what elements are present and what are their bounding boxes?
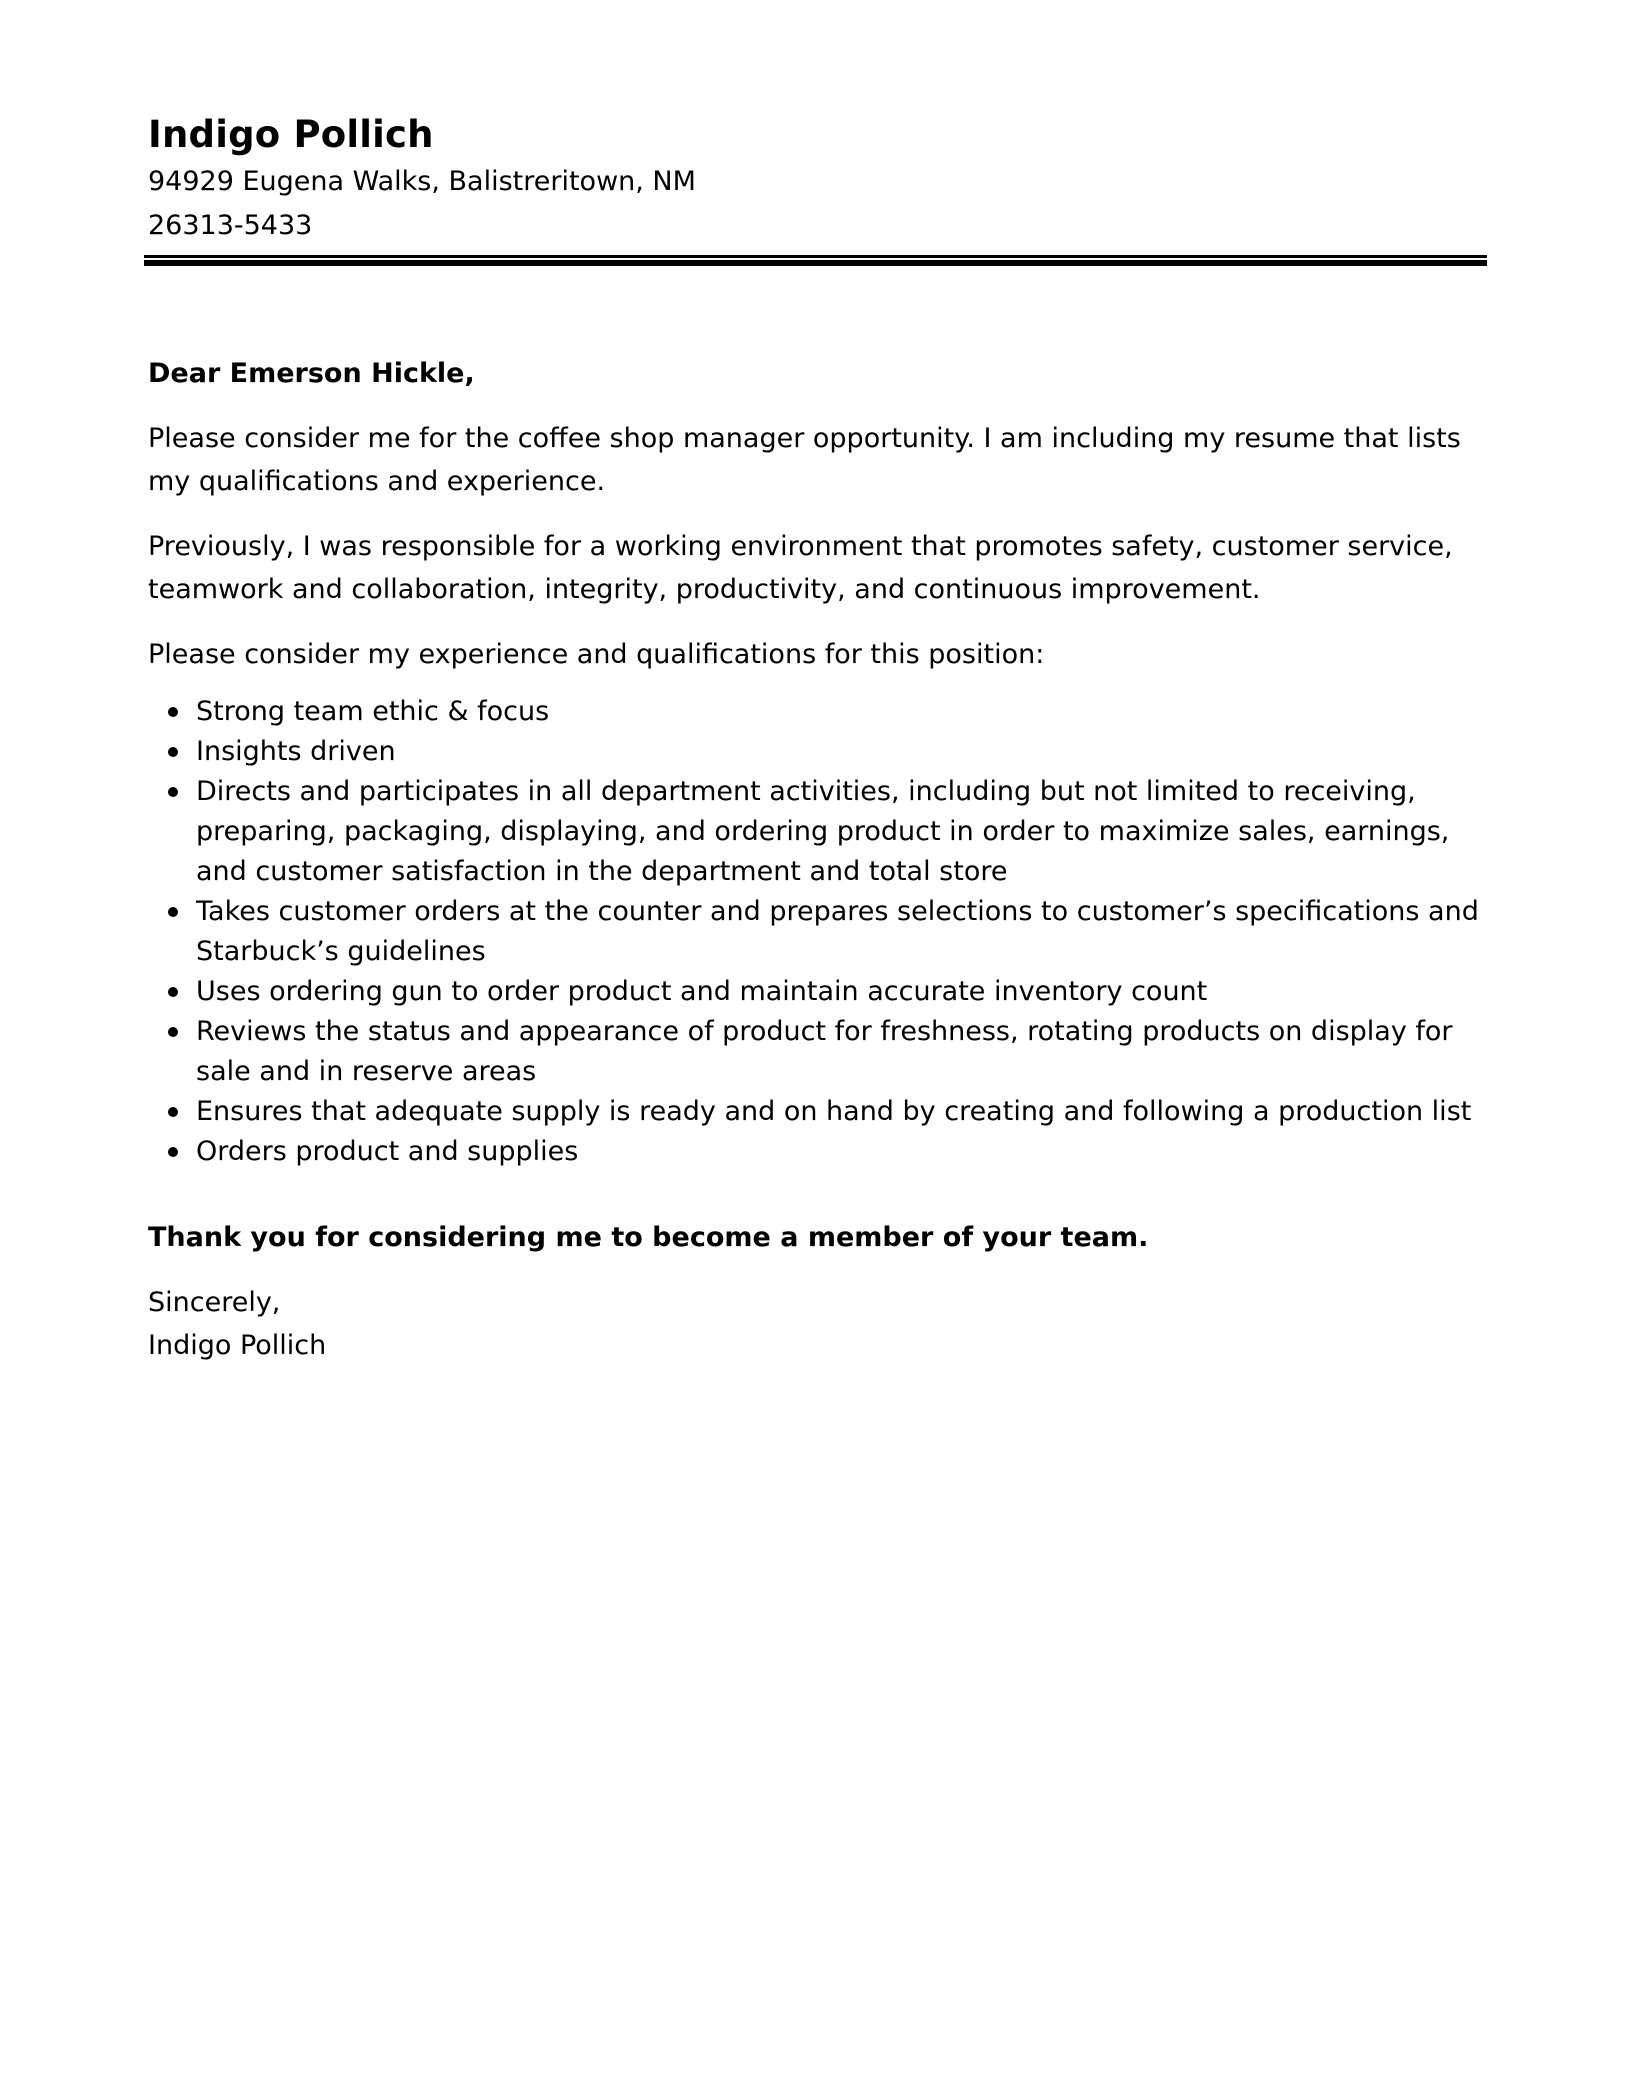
letter-body (148, 352, 1493, 1367)
list-item-text: Strong team ethic & focus (196, 696, 550, 727)
list-item-text: Reviews the status and appearance of product for freshness, rotating products on display for sale and in reserve areas (196, 1016, 1453, 1087)
salutation: Dear Emerson Hickle, (148, 358, 475, 389)
header-divider (144, 255, 1487, 266)
bullet-icon (168, 907, 178, 917)
divider-thin-line (144, 255, 1487, 258)
bullet-icon (168, 1027, 178, 1037)
bullet-icon (168, 747, 178, 757)
bullet-icon (168, 1107, 178, 1117)
list-item (148, 732, 1493, 772)
list-item-text: Orders product and supplies (196, 1136, 579, 1167)
list-item (148, 972, 1493, 1012)
list-item (148, 1012, 1493, 1092)
list-item-text: Takes customer orders at the counter and prepares selections to customer’s specifications and Starbuck’s guidelines (196, 896, 1479, 967)
paragraph-qualifications-lead: Please consider my experience and qualifications for this position: (148, 639, 1045, 670)
list-item (148, 1092, 1493, 1132)
list-item (148, 892, 1493, 972)
sender-address: 94929 Eugena Walks, Balistreritown, NM 26313-5433 (148, 166, 696, 241)
paragraph-experience: Previously, I was responsible for a working environment that promotes safety, customer service, teamwork and collaboration, integrity, productivity, and continuous improvement. (148, 531, 1453, 605)
list-item (148, 692, 1493, 732)
list-item (148, 1132, 1493, 1172)
bullet-icon (168, 1147, 178, 1157)
list-item (148, 772, 1493, 892)
list-item-text: Directs and participates in all department activities, including but not limited to receiving, preparing, packaging, displaying, and ordering product in order to maximize sales, earnings, and customer satisfaction in the department and total store (196, 776, 1450, 887)
bullet-icon (168, 707, 178, 717)
signoff: Sincerely, (148, 1287, 281, 1318)
sender-name: Indigo Pollich (148, 113, 434, 156)
divider-thick-line (144, 260, 1487, 266)
signature-name: Indigo Pollich (148, 1330, 327, 1361)
bullet-icon (168, 787, 178, 797)
closing-statement: Thank you for considering me to become a member of your team. (148, 1222, 1149, 1253)
list-item-text: Ensures that adequate supply is ready and on hand by creating and following a production list (196, 1096, 1472, 1127)
qualifications-list (148, 692, 1493, 1172)
bullet-icon (168, 987, 178, 997)
paragraph-intro: Please consider me for the coffee shop manager opportunity. I am including my resume that lists my qualifications and experience. (148, 423, 1461, 497)
letter-header (148, 112, 1488, 248)
list-item-text: Uses ordering gun to order product and maintain accurate inventory count (196, 976, 1208, 1007)
list-item-text: Insights driven (196, 736, 396, 767)
